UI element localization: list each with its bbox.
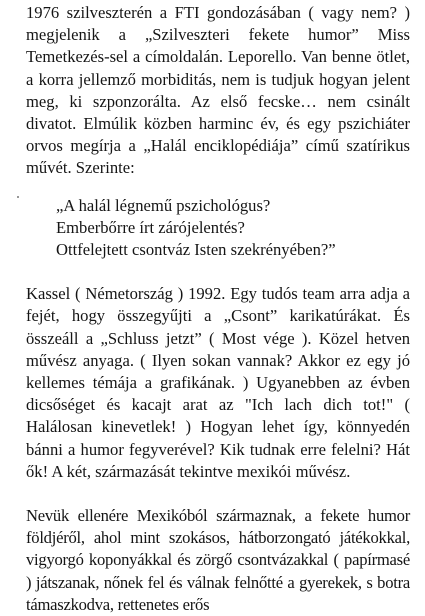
quote-block [56, 195, 410, 262]
document-page [26, 2, 410, 616]
quote-line: „A halál légnemű pszichológus? [56, 195, 271, 215]
quote-line: Ottfelejtett csontváz Isten szekrényében?” [56, 240, 336, 260]
paragraph-3: Nevük ellenére Mexikóból származnak, a fekete humor földjéről, ahol mint szokásos, hátborzongató játékokkal, vigyorgó koponyákkal és zörgő csontvázakkal ( papírmasé ) játszanak, nőnek fel és válnak felnőtté a gyerekek, s botra támaszkodva, rettenetes erős [26, 506, 410, 614]
stray-mark [17, 196, 19, 198]
paragraph-1: 1976 szilveszterén a FTI gondozásában ( vagy nem? ) megjelenik a „Szilveszteri fekete humor” Miss Temetkezés-sel a címoldalán. Leporello. Van benne ötlet, a korra jellemző morbiditás, nem is tudjuk hogyan jelent meg, ki szponzorálta. Az első fecske… nem csinált divatot. Elmúlik közben harminc év, és egy pszichiáter orvos megírja a „Halál enciklopédiája” című szatírikus művét. Szerinte: [26, 3, 410, 178]
paragraph-2: Kassel ( Németország ) 1992. Egy tudós team arra adja a fejét, hogy összegyűjti a „Csont” karikatúrákat. És összeáll a „Schluss jetzt” ( Most vége ). Közel hetven művész anyaga. ( Ilyen sokan vannak? Akkor ez egy jó kellemes témája a grafikának. ) Ugyanebben az évben dicsőséget és kacajt arat az "Ich lach dich tot!" ( Halálosan kinevetlek! ) Hogyan lehet így, könnyedén bánni a humor fegyverével? Kik tudnak erre felelni? Hát ők! A két, származását tekintve mexikói művész. [26, 284, 410, 481]
quote-line: Emberbőrre írt zárójelentés? [56, 217, 245, 237]
